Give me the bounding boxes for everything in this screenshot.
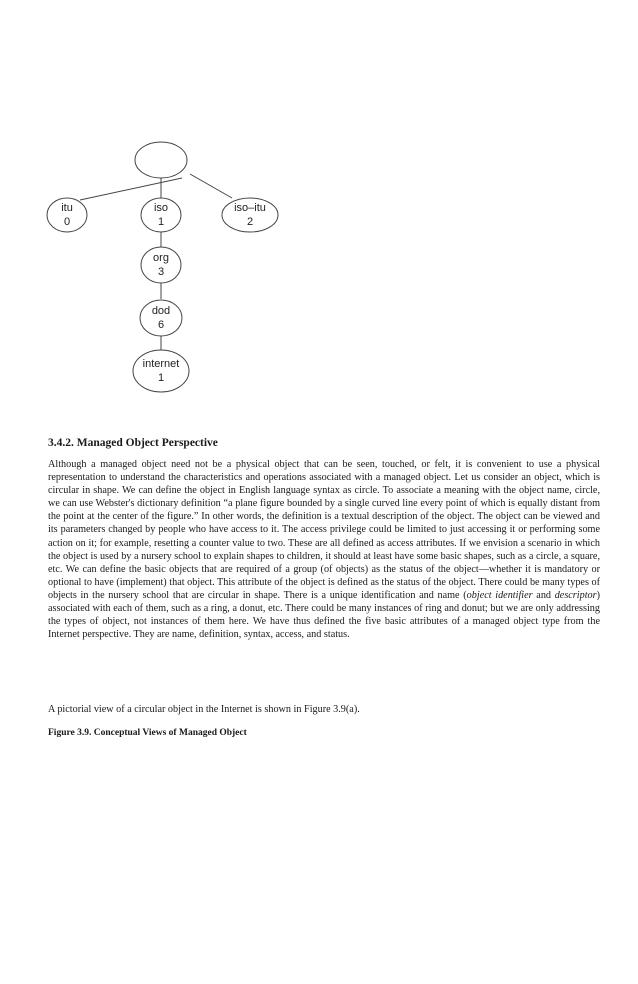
edge-root-itu bbox=[80, 178, 182, 200]
paragraph-text: Although a managed object need not be a physical object that can be seen, touched, or felt, it is convenient to use a physical representation to understand the characteristics and operations associated with a managed object. Let us consider an object, which is circular in shape. We can define the object in English language syntax as circle. To associate a meaning with the object name, circle, we can use Webster's dictionary definition “a plane figure bounded by a single curved line every point of which is equally distant from the point at the center of the figure.” In other words, the definition is a textual description of the object. The object can be viewed and its parameters changed by people who have access to it. The access privilege could be limited to just accessing it or performing some action on it; for example, resetting a counter value to two. These are all defined as access attributes. If we envision a scenario in which the object is used by a nursery school to explain shapes to children, it should at least have some basic shapes, such as a circle, a square, etc. We can define the basic objects that are required of a group (of objects) as the status of the object—whether it is mandatory or optional to have (implement) that object. This attribute of the object is defined as the status of the object. There could be many types of objects in the nursery school that are circular in shape. There is a unique identification and name ( bbox=[48, 459, 600, 601]
tree-node-root bbox=[135, 142, 187, 178]
node-label: itu bbox=[61, 202, 73, 214]
node-label: dod bbox=[151, 305, 171, 317]
emphasis-object-identifier: object identifier bbox=[466, 589, 533, 601]
node-number: 0 bbox=[63, 216, 71, 228]
tree-node-itu bbox=[47, 198, 87, 232]
node-label: org bbox=[153, 252, 169, 264]
body-paragraph-figure-ref: A pictorial view of a circular object in the Internet is shown in Figure 3.9(a). bbox=[48, 704, 360, 715]
node-label: internet bbox=[142, 358, 180, 370]
figure-caption: Figure 3.9. Conceptual Views of Managed Object bbox=[48, 728, 247, 738]
node-number: 1 bbox=[157, 216, 165, 228]
section-heading: 3.4.2. Managed Object Perspective bbox=[48, 437, 218, 449]
tree-node-internet bbox=[133, 350, 189, 392]
node-number: 2 bbox=[246, 216, 254, 228]
paragraph-text: ) associated with each of them, such as a ring, a donut, etc. There could be many instances of ring and donut; but we are only addressing the types of object, not instances of them here. We have thus defined the five basic attributes of a managed object type from the Internet perspective. They are name, definition, syntax, access, and status. bbox=[48, 589, 600, 641]
tree-node-dod bbox=[140, 300, 182, 336]
node-number: 1 bbox=[157, 372, 165, 384]
tree-node-iso bbox=[141, 198, 181, 232]
body-paragraph bbox=[48, 458, 600, 641]
tree-node-iso-itu bbox=[222, 198, 278, 232]
emphasis-descriptor: descriptor bbox=[554, 589, 597, 601]
edge-root-iso-itu bbox=[190, 174, 232, 198]
tree-node-org bbox=[141, 247, 181, 283]
node-number: 6 bbox=[157, 319, 165, 331]
node-number: 3 bbox=[157, 266, 165, 278]
object-identifier-tree bbox=[0, 0, 638, 420]
node-label: iso bbox=[153, 202, 169, 214]
paragraph-text: and bbox=[532, 589, 555, 601]
node-label: iso–itu bbox=[234, 202, 266, 214]
